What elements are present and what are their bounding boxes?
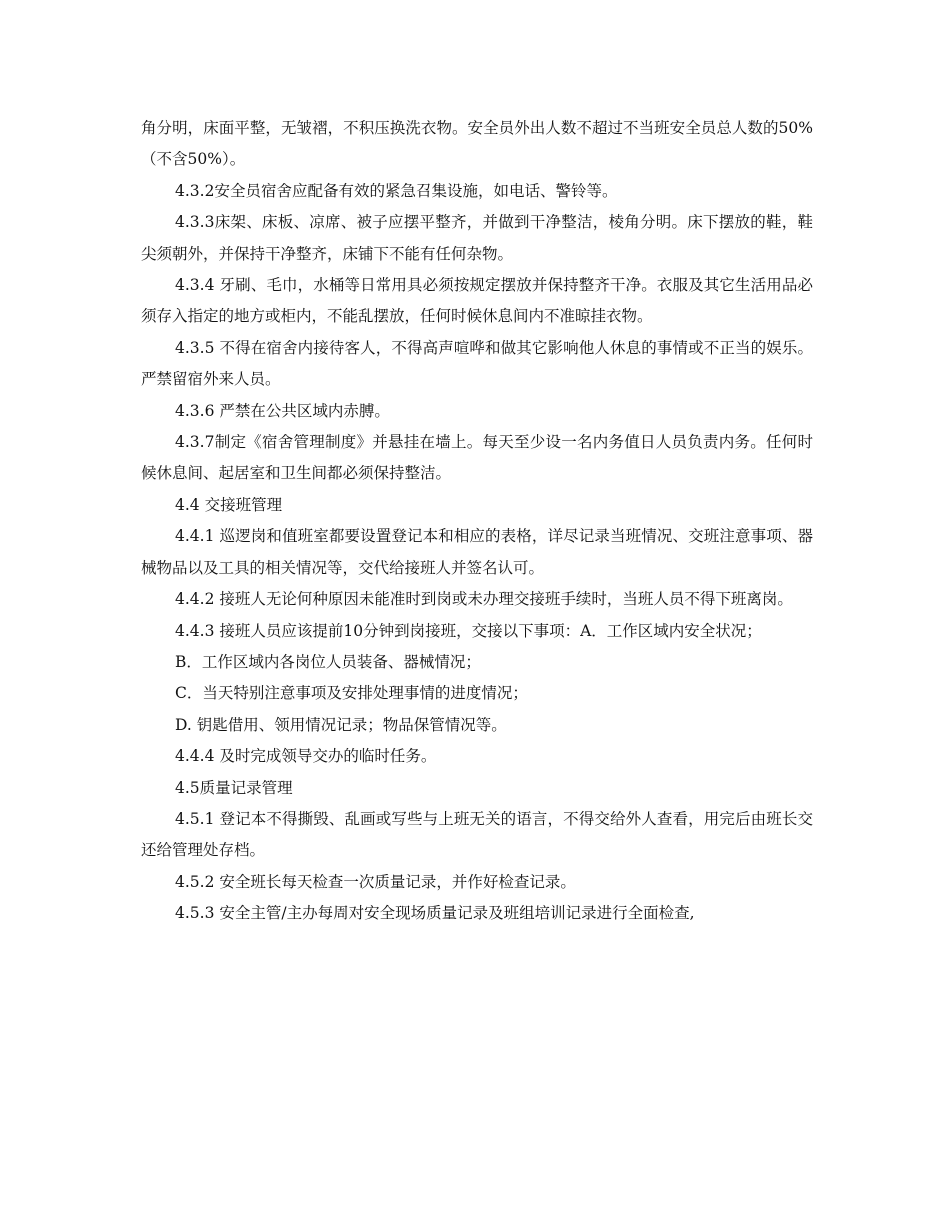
paragraph-4-3-6: 4.3.6 严禁在公共区域内赤膊。: [175, 401, 390, 420]
paragraph-4-5-2: 4.5.2 安全班长每天检查一次质量记录，并作好检查记录。: [175, 872, 576, 891]
paragraph-4-4-1: 4.4.1 巡逻岗和值班室都要设置登记本和相应的表格，详尽记录当班情况、交班注意事项、器械物品以及工具的相关情况等，交代给接班人并签名认可。: [141, 527, 813, 577]
paragraph-4-4-4: 4.4.4 及时完成领导交办的临时任务。: [175, 747, 437, 766]
section-heading-4-5: 4.5质量记录管理: [175, 778, 293, 797]
list-item-b: B．工作区域内各岗位人员装备、器械情况；: [175, 652, 481, 671]
paragraph-4-4-3: 4.4.3 接班人员应该提前10分钟到岗接班，交接以下事项：A．工作区域内安全状况；: [175, 621, 762, 640]
paragraph-4-4-2: 4.4.2 接班人无论何种原因未能准时到岗或未办理交接班手续时，当班人员不得下班离岗。: [175, 590, 793, 609]
paragraph-4-3-7: 4.3.7制定《宿舍管理制度》并悬挂在墙上。每天至少设一名内务值日人员负责内务。任何时候休息间、起居室和卫生间都必须保持整洁。: [141, 433, 813, 483]
paragraph-4-3-2: 4.3.2安全员宿舍应配备有效的紧急召集设施，如电话、警铃等。: [175, 181, 618, 200]
paragraph-4-3-4: 4.3.4 牙刷、毛巾，水桶等日常用具必须按规定摆放并保持整齐干净。衣服及其它生活用品必须存入指定的地方或柜内，不能乱摆放，任何时候休息间内不准晾挂衣物。: [141, 276, 813, 326]
section-heading-4-4: 4.4 交接班管理: [175, 495, 283, 514]
paragraph-dorm-bed-and-outing-limit: 角分明，床面平整，无皱褶，不积压换洗衣物。安全员外出人数不超过不当班安全员总人数的50%（不含50%）。: [141, 119, 813, 169]
paragraph-4-5-1: 4.5.1 登记本不得撕毁、乱画或写些与上班无关的语言，不得交给外人查看，用完后由班长交还给管理处存档。: [141, 809, 813, 860]
paragraph-4-3-5: 4.3.5 不得在宿舍内接待客人，不得高声喧哗和做其它影响他人休息的事情或不正当的娱乐。严禁留宿外来人员。: [141, 338, 813, 389]
document-body: [141, 113, 813, 930]
paragraph-4-5-3: 4.5.3 安全主管/主办每周对安全现场质量记录及班组培训记录进行全面检查,: [175, 904, 695, 923]
paragraph-4-3-3: 4.3.3床架、床板、凉席、被子应摆平整齐，并做到干净整洁，棱角分明。床下摆放的鞋，鞋尖须朝外，并保持干净整齐，床铺下不能有任何杂物。: [141, 213, 813, 263]
list-item-d: D. 钥匙借用、领用情况记录；物品保管情况等。: [175, 715, 507, 734]
list-item-c: C．当天特别注意事项及安排处理事情的进度情况；: [175, 684, 528, 703]
